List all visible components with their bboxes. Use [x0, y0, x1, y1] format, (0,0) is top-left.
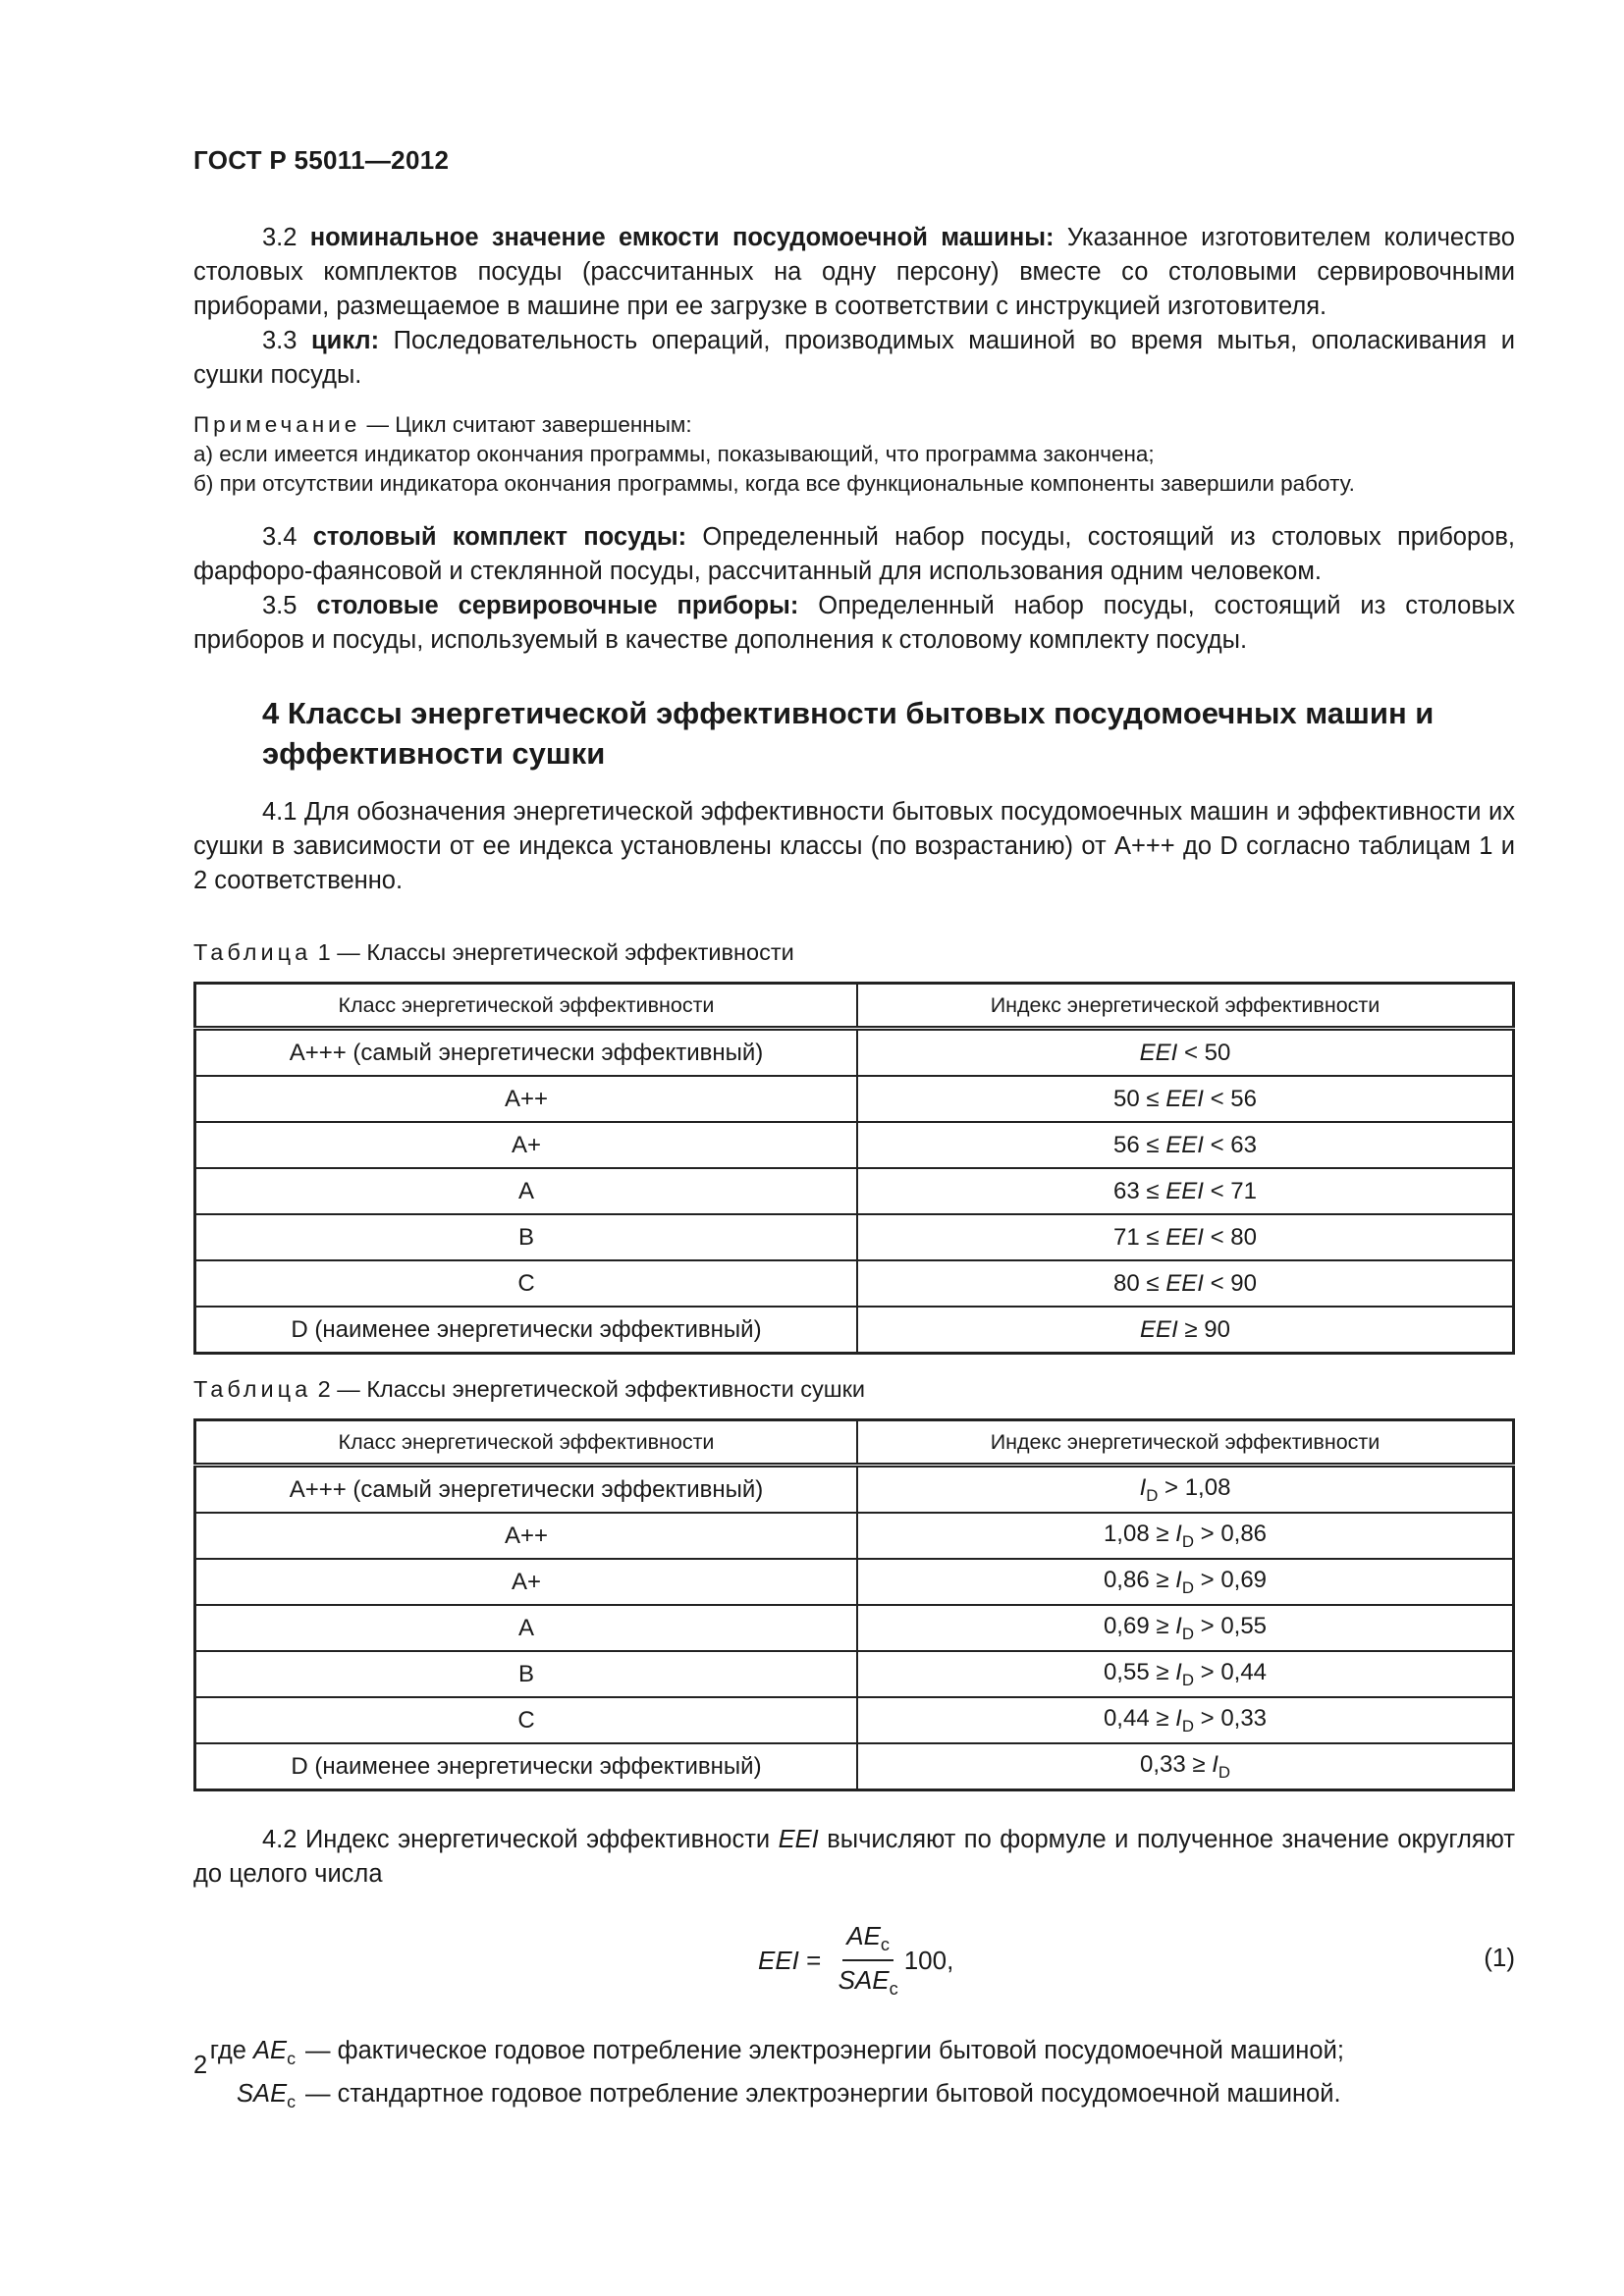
standard-header: ГОСТ Р 55011—2012 [193, 145, 450, 175]
index-cell: 56 ≤ EEI < 63 [857, 1122, 1514, 1168]
formula-legend [193, 2033, 1515, 2119]
table-header-cell: Класс энергетической эффективности [195, 984, 858, 1029]
index-cell: 80 ≤ EEI < 90 [857, 1260, 1514, 1307]
class-cell: А [195, 1168, 858, 1214]
class-cell: А++ [195, 1513, 858, 1559]
equation-number: (1) [1484, 1943, 1515, 1972]
class-cell: А+ [195, 1122, 858, 1168]
index-cell: 50 ≤ EEI < 56 [857, 1076, 1514, 1122]
table-row [195, 1513, 1514, 1559]
class-cell: А+++ (самый энергетически эффективный) [195, 1029, 858, 1077]
class-cell: С [195, 1697, 858, 1743]
index-cell: $0,33 \ge I_D$ [857, 1743, 1514, 1790]
table-row [195, 1307, 1514, 1354]
table-header-cell: Индекс энергетической эффективности [857, 984, 1514, 1029]
class-cell: В [195, 1214, 858, 1260]
index-cell: $0,44 \ge I_D > 0,33$ [857, 1697, 1514, 1743]
index-cell: $0,86 \ge I_D > 0,69$ [857, 1559, 1514, 1605]
paragraph-4-1: 4.1 Для обозначения энергетической эффективности бытовых посудомоечных машин и эффективности их сушки в зависимости от ее индекса установлены классы (по возрастанию) от А+++ до D согласно таблицам 1 и 2 соответственно. [193, 798, 1515, 894]
index-cell: 63 ≤ EEI < 71 [857, 1168, 1514, 1214]
note-block: Примечание — Цикл считают завершенным: а) если имеется индикатор окончания программы, показывающий, что программа закончена; б) при отсутствии индикатора окончания программы, когда все функциональные компоненты завершили работу. [193, 410, 1515, 499]
index-cell: $0,55 \ge I_D > 0,44$ [857, 1651, 1514, 1697]
formula-eei: EEI = $\frac{AE_c}{SAE_c}$ 100, [758, 1920, 954, 2000]
table-2 [193, 1418, 1515, 1791]
class-cell: В [195, 1651, 858, 1697]
definition-3-3: 3.3 цикл: Последовательность операций, производимых машиной во время мытья, ополаскивания и сушки посуды. [193, 327, 1515, 389]
table-header-cell: Класс энергетической эффективности [195, 1420, 858, 1466]
index-cell: $0,69 \ge I_D > 0,55$ [857, 1605, 1514, 1651]
definition-term: столовый комплект посуды: [312, 523, 687, 551]
definition-3-4: 3.4 столовый комплект посуды: Определенный набор посуды, состоящий из столовых приборов, фарфоро-фаянсовой и стеклянной посуды, рассчитанный для использования одним человеком. [193, 523, 1515, 585]
definition-3-2: 3.2 номинальное значение емкости посудомоечной машины: Указанное изготовителем количество столовых комплектов посуды (рассчитанных на одну персону) вместе со столовыми сервировочными приборами, размещаемое в машине при ее загрузке в соответствии с инструкцией изготовителя. [193, 224, 1515, 320]
index-cell: 71 ≤ EEI < 80 [857, 1214, 1514, 1260]
table-row [195, 1029, 1514, 1077]
class-cell: D (наименее энергетически эффективный) [195, 1743, 858, 1790]
table-row [195, 1122, 1514, 1168]
page-number: 2 [193, 2052, 208, 2079]
table-row [195, 1214, 1514, 1260]
table-row [195, 1697, 1514, 1743]
table-row [195, 1076, 1514, 1122]
class-cell: С [195, 1260, 858, 1307]
definition-3-5: 3.5 столовые сервировочные приборы: Определенный набор посуды, состоящий из столовых приборов и посуды, используемый в качестве дополнения к столовому комплекту посуды. [193, 592, 1515, 654]
table-2-caption: Таблица 2 — Классы энергетической эффективности сушки [193, 1376, 866, 1402]
class-cell: D (наименее энергетически эффективный) [195, 1307, 858, 1354]
index-cell: EEI < 50 [857, 1029, 1514, 1077]
table-header-cell: Индекс энергетической эффективности [857, 1420, 1514, 1466]
class-cell: А++ [195, 1076, 858, 1122]
table-1 [193, 982, 1515, 1355]
legend-row: где $AE_c$ — фактическое годовое потребление электроэнергии бытовой посудомоечной машиной; [209, 2037, 1344, 2069]
paragraph-4-2: 4.2 Индекс энергетической эффективности EEI вычисляют по формуле и полученное значение округляют до целого числа [193, 1826, 1515, 1888]
definition-term: столовые сервировочные приборы: [316, 592, 799, 619]
definition-term: номинальное значение емкости посудомоечной машины: [309, 224, 1055, 251]
table-row [195, 1605, 1514, 1651]
index-cell: $I_D > 1,08$ [857, 1466, 1514, 1514]
index-cell: $1,08 \ge I_D > 0,86$ [857, 1513, 1514, 1559]
note-item: б) при отсутствии индикатора окончания программы, когда все функциональные компоненты завершили работу. [193, 471, 1355, 496]
table-row [195, 1466, 1514, 1514]
class-cell: А+++ (самый энергетически эффективный) [195, 1466, 858, 1514]
note-item: а) если имеется индикатор окончания программы, показывающий, что программа закончена; [193, 442, 1155, 466]
class-cell: А+ [195, 1559, 858, 1605]
definition-term: цикл: [311, 327, 380, 354]
table-row [195, 1168, 1514, 1214]
legend-row: $SAE_c$ — стандартное годовое потребление электроэнергии бытовой посудомоечной машиной. [237, 2080, 1341, 2112]
formula-fraction: $\frac{AE_c}{SAE_c}$ [838, 1920, 898, 2000]
class-cell: А [195, 1605, 858, 1651]
document-page [193, 145, 1515, 2119]
table-row [195, 1260, 1514, 1307]
index-cell: EEI ≥ 90 [857, 1307, 1514, 1354]
table-row [195, 1651, 1514, 1697]
table-row [195, 1743, 1514, 1790]
formula-block [193, 1911, 1515, 2009]
table-row [195, 1559, 1514, 1605]
note-label: Примечание [193, 412, 361, 437]
table-1-caption: Таблица 1 — Классы энергетической эффективности [193, 939, 794, 965]
section-4-heading: 4 Классы энергетической эффективности бытовых посудомоечных машин и эффективности сушки [262, 696, 1435, 771]
